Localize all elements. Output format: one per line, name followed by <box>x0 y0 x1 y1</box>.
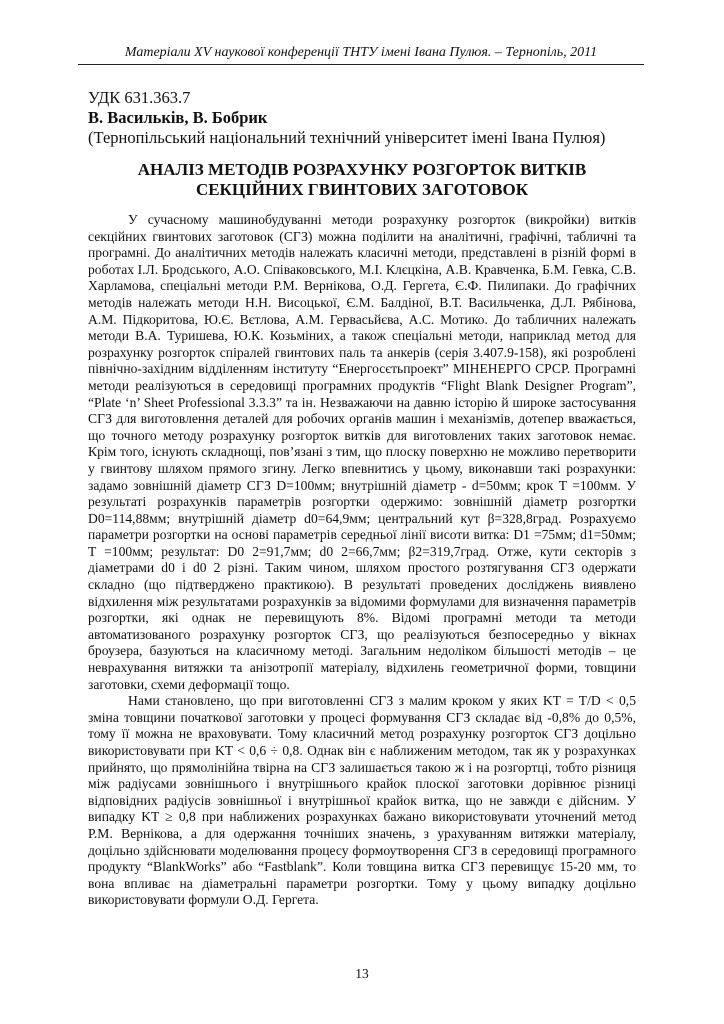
udc-code: УДК 631.363.7 <box>88 88 191 107</box>
article-body <box>88 212 636 909</box>
paragraph-2: Нами становлено, що при виготовленні СГЗ з малим кроком у яких KT = T/D < 0,5 зміна товщини початкової заготовки у процесі формування СГЗ складає від -0,8% до 0,5%, тому її можна не враховувати. Тому класичний метод розрахунку розгорток СГЗ доцільно використовувати при KT < 0,6 ÷ 0,8. Однак він є наближеним методом, так як у розрахунках прийнято, що прямолінійна твірна на СГЗ залишається такою ж і на розгортці, тобто різниця між радіусами зовнішнього і внутрішнього крайок плоскої заготовки дорівнює різниці відповідних радіусів зовнішньої і внутрішньої крайок витка, що не завжди є дійсним. У випадку KT ≥ 0,8 при наближених розрахунках бажано використовувати уточнений метод Р.М. Вернікова, а для одержання точніших значень, з урахуванням витяжки матеріалу, доцільно здійснювати моделювання процесу формоутворення СГЗ в середовищі програмного продукту “BlankWorks” або “Fastblank”. Коли товщина витка СГЗ перевищує 15-20 мм, то вона впливає на діаметральні параметри розгортки. Тому у цьому випадку доцільно використовувати формули О.Д. Гергета. <box>88 693 636 908</box>
article-title <box>88 160 636 200</box>
affiliation: (Тернопільський національний технічний університет імені Івана Пулюя) <box>88 128 606 147</box>
paragraph-1: У сучасному машинобудуванні методи розрахунку розгорток (викройки) витків секційних гвинтових заготовок (СГЗ) можна поділити на аналітичні, графічні, табличні та програмні. До аналітичних методів належать класичні методи, представлені в різній формі в роботах І.Л. Бродського, А.О. Співаковського, М.І. Клєцкіна, А.В. Кравченка, Б.М. Гевка, С.В. Харламова, спеціальні методи Р.М. Вернікова, О.Д. Гергета, Є.Ф. Пилипаки. До графічних методів належать методи Н.Н. Висоцької, Є.М. Балдіної, В.Т. Васильченка, Д.Л. Рябінова, А.М. Підкоритова, Ю.Є. Вєтлова, А.М. Гервасьйєва, А.С. Мотико. До табличних належать методи В.А. Туришева, Ю.К. Козьміних, а також спеціальні методи, наприклад метод для розрахунку розгорток спіралей гвинтових паль та анкерів (серія 3.407.9-158), які розроблені північно-західним відділенням інституту “Енергосєтьпроект” МІНЕНЕРГО СРСР. Програмні методи реалізуються в середовищі програмних продуктів “Flight Blank Designer Program”, “Plate ‘n’ Sheet Professional 3.3.3” та ін. Незважаючи на давню історію й широке застосування СГЗ для виготовлення деталей для робочих органів машин і механізмів, дотепер вважається, що точного методу розрахунку розгорток витків для виготовлених таких заготовок немає. Крім того, існують складнощі, пов’язані з тим, що плоску поверхню не можливо перетворити у гвинтову шляхом прямого згину. Легко впевнитись у цьому, виконавши такі розрахунки: задамо зовнішній діаметр СГЗ D=100мм; внутрішній діаметр - d=50мм; крок T =100мм. У результаті розрахунків параметрів розгортки одержимо: зовнішній діаметр розгортки D0=114,88мм; внутрішній діаметр d0=64,9мм; центральний кут β=328,8град. Розрахуємо параметри розгортки на основі параметрів середньої лінії висоти витка: D1 =75мм; d1=50мм; T =100мм; результат: D0 2=91,7мм; d0 2=66,7мм; β2=319,7град. Отже, кути секторів з діаметрами d0 і d0 2 різні. Таким чином, шляхом простого розтягування СГЗ одержати складно (що підтверджено практикою). В результаті проведених досліджень виявлено відхилення між результатами розрахунків за відомими формулами для визначення параметрів розгортки, які однак не перевищують 8%. Відомі програмні методи та методи автоматизованого розрахунку розгорток СГЗ, що реалізуються безпосередньо у вікнах броузера, базуються на класичному методі. Загальним недоліком більшості методів – це неврахування витяжки та анізотропії матеріалу, відхилень геометричної форми, товщини заготовки, схеми деформації тощо. <box>88 212 636 692</box>
title-line-2: СЕКЦІЙНИХ ГВИНТОВИХ ЗАГОТОВОК <box>195 180 529 199</box>
page-number: 13 <box>355 966 369 981</box>
authors: В. Васильків, В. Бобрик <box>88 108 268 127</box>
running-header: Матеріали XV наукової конференції ТНТУ імені Івана Пулюя. – Тернопіль, 2011 <box>124 45 598 60</box>
article-meta <box>88 88 648 148</box>
header-rule <box>78 64 644 65</box>
title-line-1: АНАЛІЗ МЕТОДІВ РОЗРАХУНКУ РОЗГОРТОК ВИТКІВ <box>137 160 587 179</box>
